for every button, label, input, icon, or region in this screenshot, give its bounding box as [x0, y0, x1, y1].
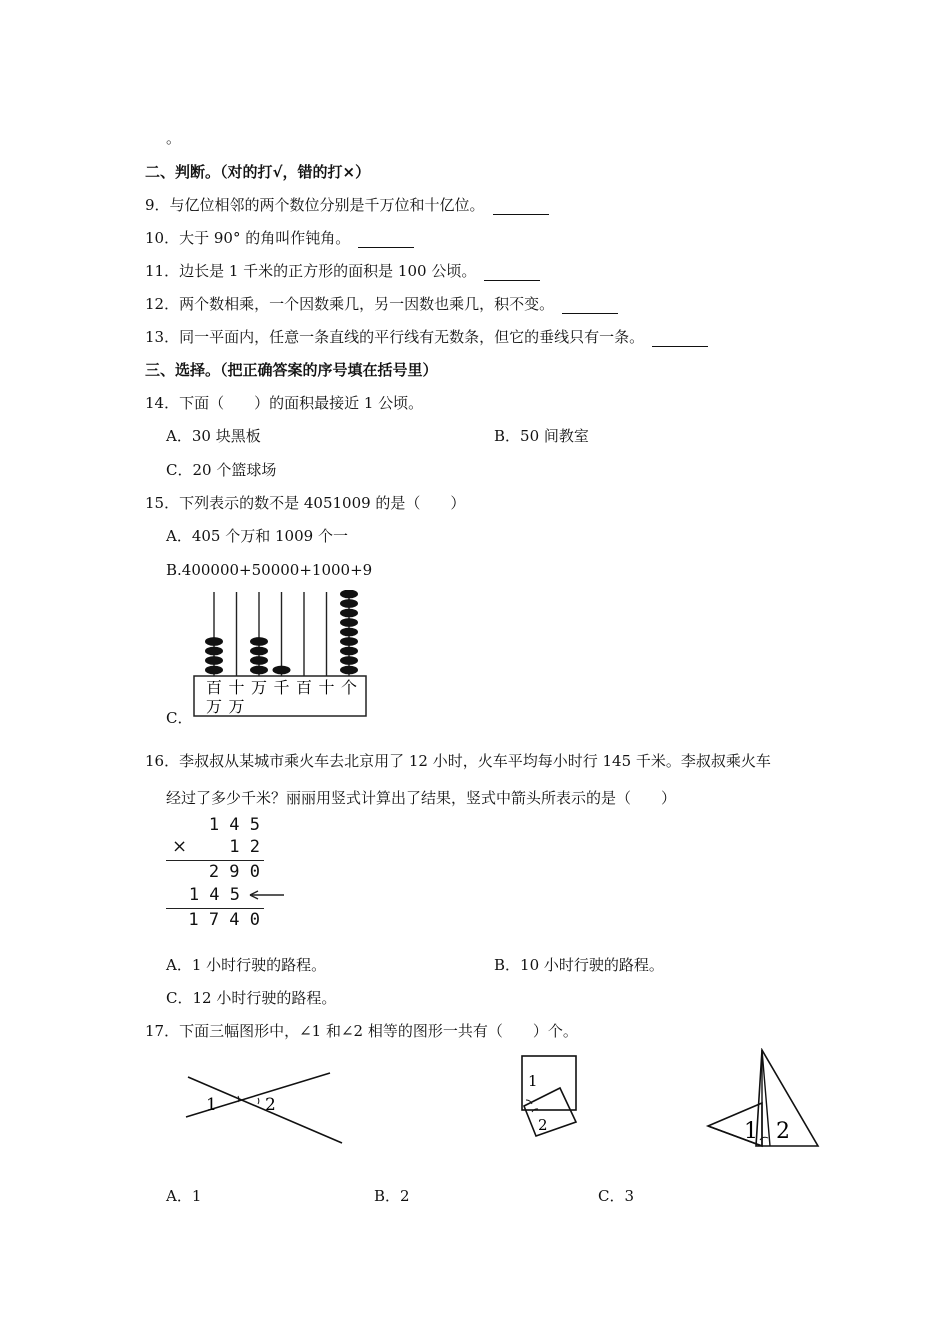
calc-multiplicand: 1 4 5 — [208, 815, 260, 835]
question-13-text: 13．同一平面内，任意一条直线的平行线有无数条，但它的垂线只有一条。 — [145, 328, 645, 346]
abacus-bead — [340, 599, 358, 608]
abacus-bead — [340, 656, 358, 665]
abacus-bead — [340, 647, 358, 656]
question-15-option-c[interactable]: C． — [166, 709, 193, 727]
question-12 — [145, 294, 618, 314]
question-16-stem-line2: 经过了多少千米？丽丽用竖式计算出了结果，竖式中箭头所表示的是（ ） — [166, 789, 677, 807]
abacus-bead — [205, 637, 223, 646]
abacus-label: 个 — [341, 678, 358, 697]
figure-intersecting-lines — [180, 1065, 350, 1150]
fig2-angle-label-1: 1 — [528, 1072, 538, 1090]
question-16-option-a[interactable]: A．1 小时行驶的路程。 — [166, 956, 327, 974]
abacus-bead — [340, 637, 358, 646]
abacus-bead — [250, 666, 268, 675]
question-14-option-b[interactable]: B．50 间教室 — [494, 427, 589, 445]
answer-blank-11[interactable] — [484, 266, 540, 281]
question-14-option-c[interactable]: C．20 个篮球场 — [166, 461, 277, 479]
question-9-text: 9．与亿位相邻的两个数位分别是千万位和十亿位。 — [145, 196, 485, 214]
question-17-stem: 17．下面三幅图形中，∠1 和∠2 相等的图形一共有（ ）个。 — [145, 1022, 578, 1040]
question-15-option-b[interactable]: B.400000+50000+1000+9 — [166, 561, 373, 579]
abacus-bead — [340, 618, 358, 627]
abacus-label-row2: 万 — [206, 697, 223, 716]
abacus-rods — [214, 592, 349, 676]
question-10 — [145, 228, 414, 248]
question-16-stem-line1: 16．李叔叔从某城市乘火车去北京用了 12 小时，火车平均每小时行 145 千米。李叔叔乘火车 — [145, 752, 771, 770]
vertical-multiplication — [164, 815, 294, 935]
calc-rule-1 — [166, 860, 264, 861]
abacus-bead — [205, 647, 223, 656]
abacus-label: 百 — [206, 678, 223, 697]
abacus-bead — [340, 590, 358, 598]
calc-times-sign: × — [172, 836, 188, 857]
abacus-bead — [340, 666, 358, 675]
question-13 — [145, 327, 708, 347]
question-12-text: 12．两个数相乘，一个因数乘几，另一因数也乘几，积不变。 — [145, 295, 555, 313]
question-17-option-b[interactable]: B．2 — [374, 1187, 410, 1205]
section2-heading: 二、判断。（对的打√，错的打×） — [145, 163, 371, 181]
abacus-bead — [340, 628, 358, 637]
abacus-label: 千 — [273, 678, 290, 697]
figure-triangles — [700, 1048, 825, 1153]
figure-squares — [512, 1052, 582, 1142]
arrow-left-icon — [246, 888, 286, 902]
fig1-angle-label-2: 2 — [265, 1095, 276, 1115]
question-17-option-a[interactable]: A．1 — [166, 1187, 202, 1205]
question-9 — [145, 195, 549, 215]
question-11 — [145, 261, 540, 281]
abacus-figure — [190, 590, 370, 720]
answer-blank-12[interactable] — [562, 299, 618, 314]
stray-period: 。 — [166, 129, 182, 147]
calc-result: 1 7 4 0 — [188, 910, 260, 930]
question-15-stem: 15．下列表示的数不是 4051009 的是（ ） — [145, 494, 466, 512]
abacus-label-row2: 万 — [228, 697, 245, 716]
fig2-angle-label-2: 2 — [538, 1116, 548, 1134]
abacus-label: 百 — [296, 678, 313, 697]
calc-partial-1: 2 9 0 — [208, 862, 260, 882]
calc-multiplier: 1 2 — [229, 837, 260, 857]
question-14-stem: 14．下面（ ）的面积最接近 1 公顷。 — [145, 394, 424, 412]
question-16-option-c[interactable]: C．12 小时行驶的路程。 — [166, 989, 337, 1007]
abacus-bead — [340, 609, 358, 618]
fig3-angle-label-1: 1 — [744, 1119, 758, 1144]
abacus-bead — [250, 656, 268, 665]
calc-rule-2 — [166, 908, 264, 909]
abacus-bead — [250, 637, 268, 646]
abacus-label: 十 — [228, 678, 245, 697]
question-14-option-a[interactable]: A．30 块黑板 — [166, 427, 261, 445]
section3-heading: 三、选择。（把正确答案的序号填在括号里） — [145, 361, 438, 379]
question-15-option-a[interactable]: A．405 个万和 1009 个一 — [166, 527, 348, 545]
abacus-bead — [273, 666, 291, 675]
question-17-option-c[interactable]: C．3 — [598, 1187, 635, 1205]
abacus-bead — [205, 666, 223, 675]
answer-blank-13[interactable] — [652, 332, 708, 347]
question-10-text: 10．大于 90° 的角叫作钝角。 — [145, 229, 351, 247]
abacus-label: 十 — [318, 678, 335, 697]
answer-blank-10[interactable] — [358, 233, 414, 248]
calc-partial-2: 1 4 5 — [188, 885, 240, 905]
answer-blank-9[interactable] — [493, 200, 549, 215]
abacus-bead — [205, 656, 223, 665]
question-11-text: 11．边长是 1 千米的正方形的面积是 100 公顷。 — [145, 262, 477, 280]
abacus-label: 万 — [251, 678, 268, 697]
abacus-bead — [250, 647, 268, 656]
fig3-angle-label-2: 2 — [776, 1119, 790, 1144]
fig1-angle-label-1: 1 — [206, 1095, 217, 1115]
question-16-option-b[interactable]: B．10 小时行驶的路程。 — [494, 956, 664, 974]
